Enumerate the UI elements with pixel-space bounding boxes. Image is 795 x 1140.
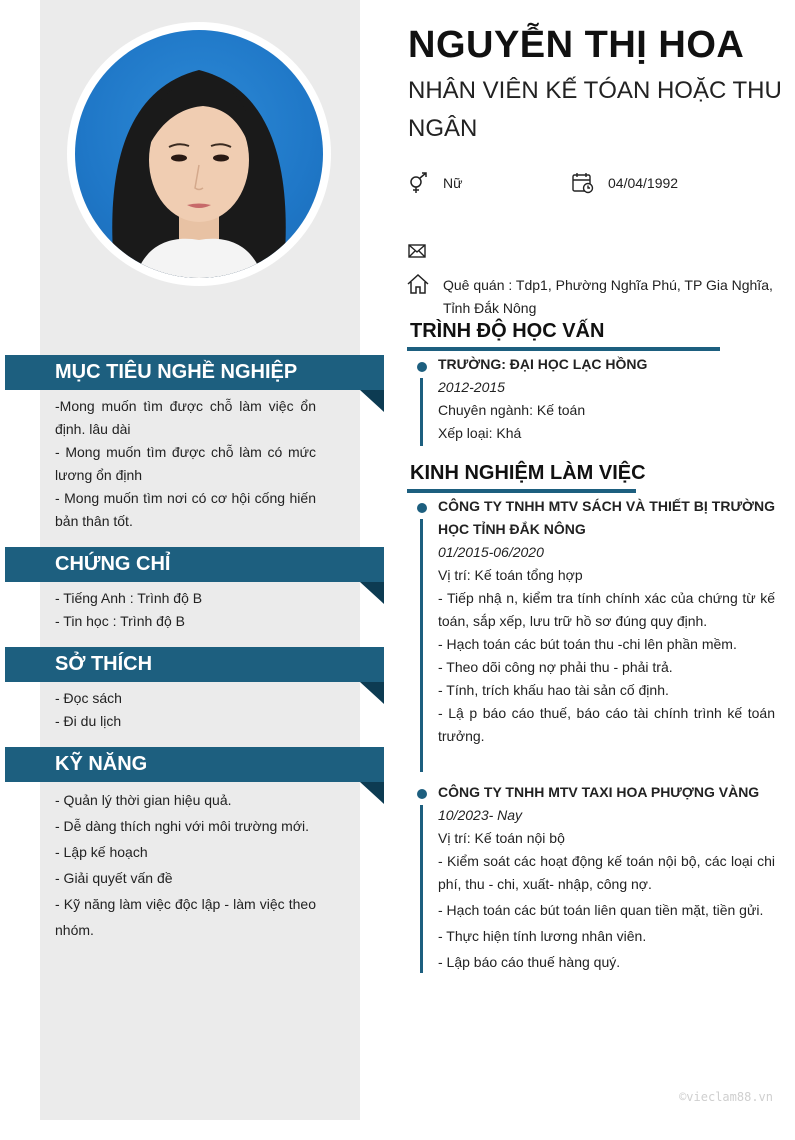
- education-rank: Xếp loại: Khá: [438, 425, 522, 441]
- education-period: 2012-2015: [438, 379, 505, 395]
- experience-heading: KINH NGHIỆM LÀM VIỆC: [410, 462, 646, 484]
- home-icon: [407, 273, 429, 295]
- hobby-line: - Đọc sách: [55, 690, 122, 706]
- skill-line: - Kỹ năng làm việc độc lập - làm việc theo nhóm.: [55, 896, 316, 938]
- gender-icon: [407, 172, 429, 194]
- heading-underline: [407, 347, 720, 351]
- timeline-dot: [417, 789, 427, 799]
- skills-text: [55, 787, 316, 943]
- job-duty: - Tính, trích khấu hao tài sản cố định.: [438, 682, 669, 698]
- objective-line: - Mong muốn tìm nơi có cơ hội cống hiến bản thân tốt.: [55, 490, 316, 529]
- watermark: ©vieclam88.vn: [679, 1090, 773, 1104]
- objective-text: [55, 395, 316, 533]
- job-duty: - Tiếp nhậ n, kiểm tra tính chính xác của chứng từ kế toán, sắp xếp, lưu trữ hồ sơ đúng quy định.: [438, 590, 775, 629]
- timeline-line: [420, 378, 423, 446]
- candidate-name: NGUYỄN THỊ HOA: [408, 24, 745, 66]
- job-duty: - Kiểm soát các hoạt động kế toán nội bộ, các loại chi phí, thu - chi, xuất- nhập, công nợ.: [438, 853, 775, 892]
- skill-line: - Dễ dàng thích nghi với môi trường mới.: [55, 818, 310, 834]
- skill-line: - Giải quyết vấn đề: [55, 870, 173, 886]
- hobby-line: - Đi du lịch: [55, 713, 122, 729]
- education-heading: TRÌNH ĐỘ HỌC VẤN: [410, 320, 605, 342]
- heading-fold: [360, 782, 384, 804]
- job-duty: - Lậ p báo cáo thuế, báo cáo tài chính trình kế toán trưởng.: [438, 705, 775, 744]
- job-duty: - Thực hiện tính lương nhân viên.: [438, 928, 647, 944]
- skills-heading: KỸ NĂNG: [5, 747, 384, 782]
- skill-line: - Lập kế hoạch: [55, 844, 148, 860]
- skill-line: - Quản lý thời gian hiệu quả.: [55, 792, 232, 808]
- objective-heading: MỤC TIÊU NGHỀ NGHIỆP: [5, 355, 384, 390]
- hobbies-text: [55, 687, 316, 733]
- timeline-dot: [417, 503, 427, 513]
- certificates-heading: CHỨNG CHỈ: [5, 547, 384, 582]
- education-entry: [438, 353, 775, 445]
- gender-value: Nữ: [443, 175, 463, 191]
- job-position: Vị trí: Kế toán nội bộ: [438, 830, 565, 846]
- company-name: CÔNG TY TNHH MTV TAXI HOA PHƯỢNG VÀNG: [438, 784, 760, 800]
- avatar: [67, 22, 331, 286]
- job-period: 10/2023- Nay: [438, 807, 523, 823]
- job-duty: - Lập báo cáo thuế hàng quý.: [438, 954, 621, 970]
- heading-fold: [360, 682, 384, 704]
- hometown: [443, 274, 773, 320]
- hometown-line: Quê quán : Tdp1, Phường Nghĩa Phú, TP Gia Nghĩa,: [443, 277, 773, 293]
- objective-line: - Mong muốn tìm được chỗ làm có mức lương ổn định: [55, 444, 316, 483]
- job-duty: - Hạch toán các bút toán liên quan tiền mặt, tiền gửi.: [438, 902, 764, 918]
- job-position: Vị trí: Kế toán tổng hợp: [438, 567, 583, 583]
- certificates-text: [55, 587, 316, 633]
- heading-fold: [360, 582, 384, 604]
- envelope-icon: [407, 240, 429, 262]
- certificate-line: - Tin học : Trình độ B: [55, 613, 185, 629]
- job-duty: - Theo dõi công nợ phải thu - phải trả.: [438, 659, 673, 675]
- job-title: NHÂN VIÊN KẾ TÓAN HOẶC THU NGÂN: [408, 77, 782, 142]
- job-entry: [438, 495, 775, 748]
- hobbies-heading: SỞ THÍCH: [5, 647, 384, 682]
- hometown-line: Tỉnh Đắk Nông: [443, 300, 537, 316]
- profile-photo: [75, 30, 323, 278]
- timeline-dot: [417, 362, 427, 372]
- job-entry: [438, 781, 775, 974]
- timeline-line: [420, 805, 423, 973]
- heading-underline: [407, 489, 636, 493]
- timeline-line: [420, 519, 423, 772]
- heading-fold: [360, 390, 384, 412]
- school-name: TRƯỜNG: ĐẠI HỌC LẠC HỒNG: [438, 356, 648, 372]
- certificate-line: - Tiếng Anh : Trình độ B: [55, 590, 203, 606]
- objective-line: -Mong muốn tìm được chỗ làm việc ổn định. lâu dài: [55, 398, 316, 437]
- job-period: 01/2015-06/2020: [438, 544, 544, 560]
- job-duty: - Hạch toán các bút toán thu -chi lên phần mềm.: [438, 636, 737, 652]
- dob-value: 04/04/1992: [608, 175, 679, 191]
- company-name: CÔNG TY TNHH MTV SÁCH VÀ THIẾT BỊ TRƯỜNG HỌC TỈNH ĐẮK NÔNG: [438, 498, 775, 537]
- calendar-icon: [572, 172, 594, 194]
- education-major: Chuyên ngành: Kế toán: [438, 402, 586, 418]
